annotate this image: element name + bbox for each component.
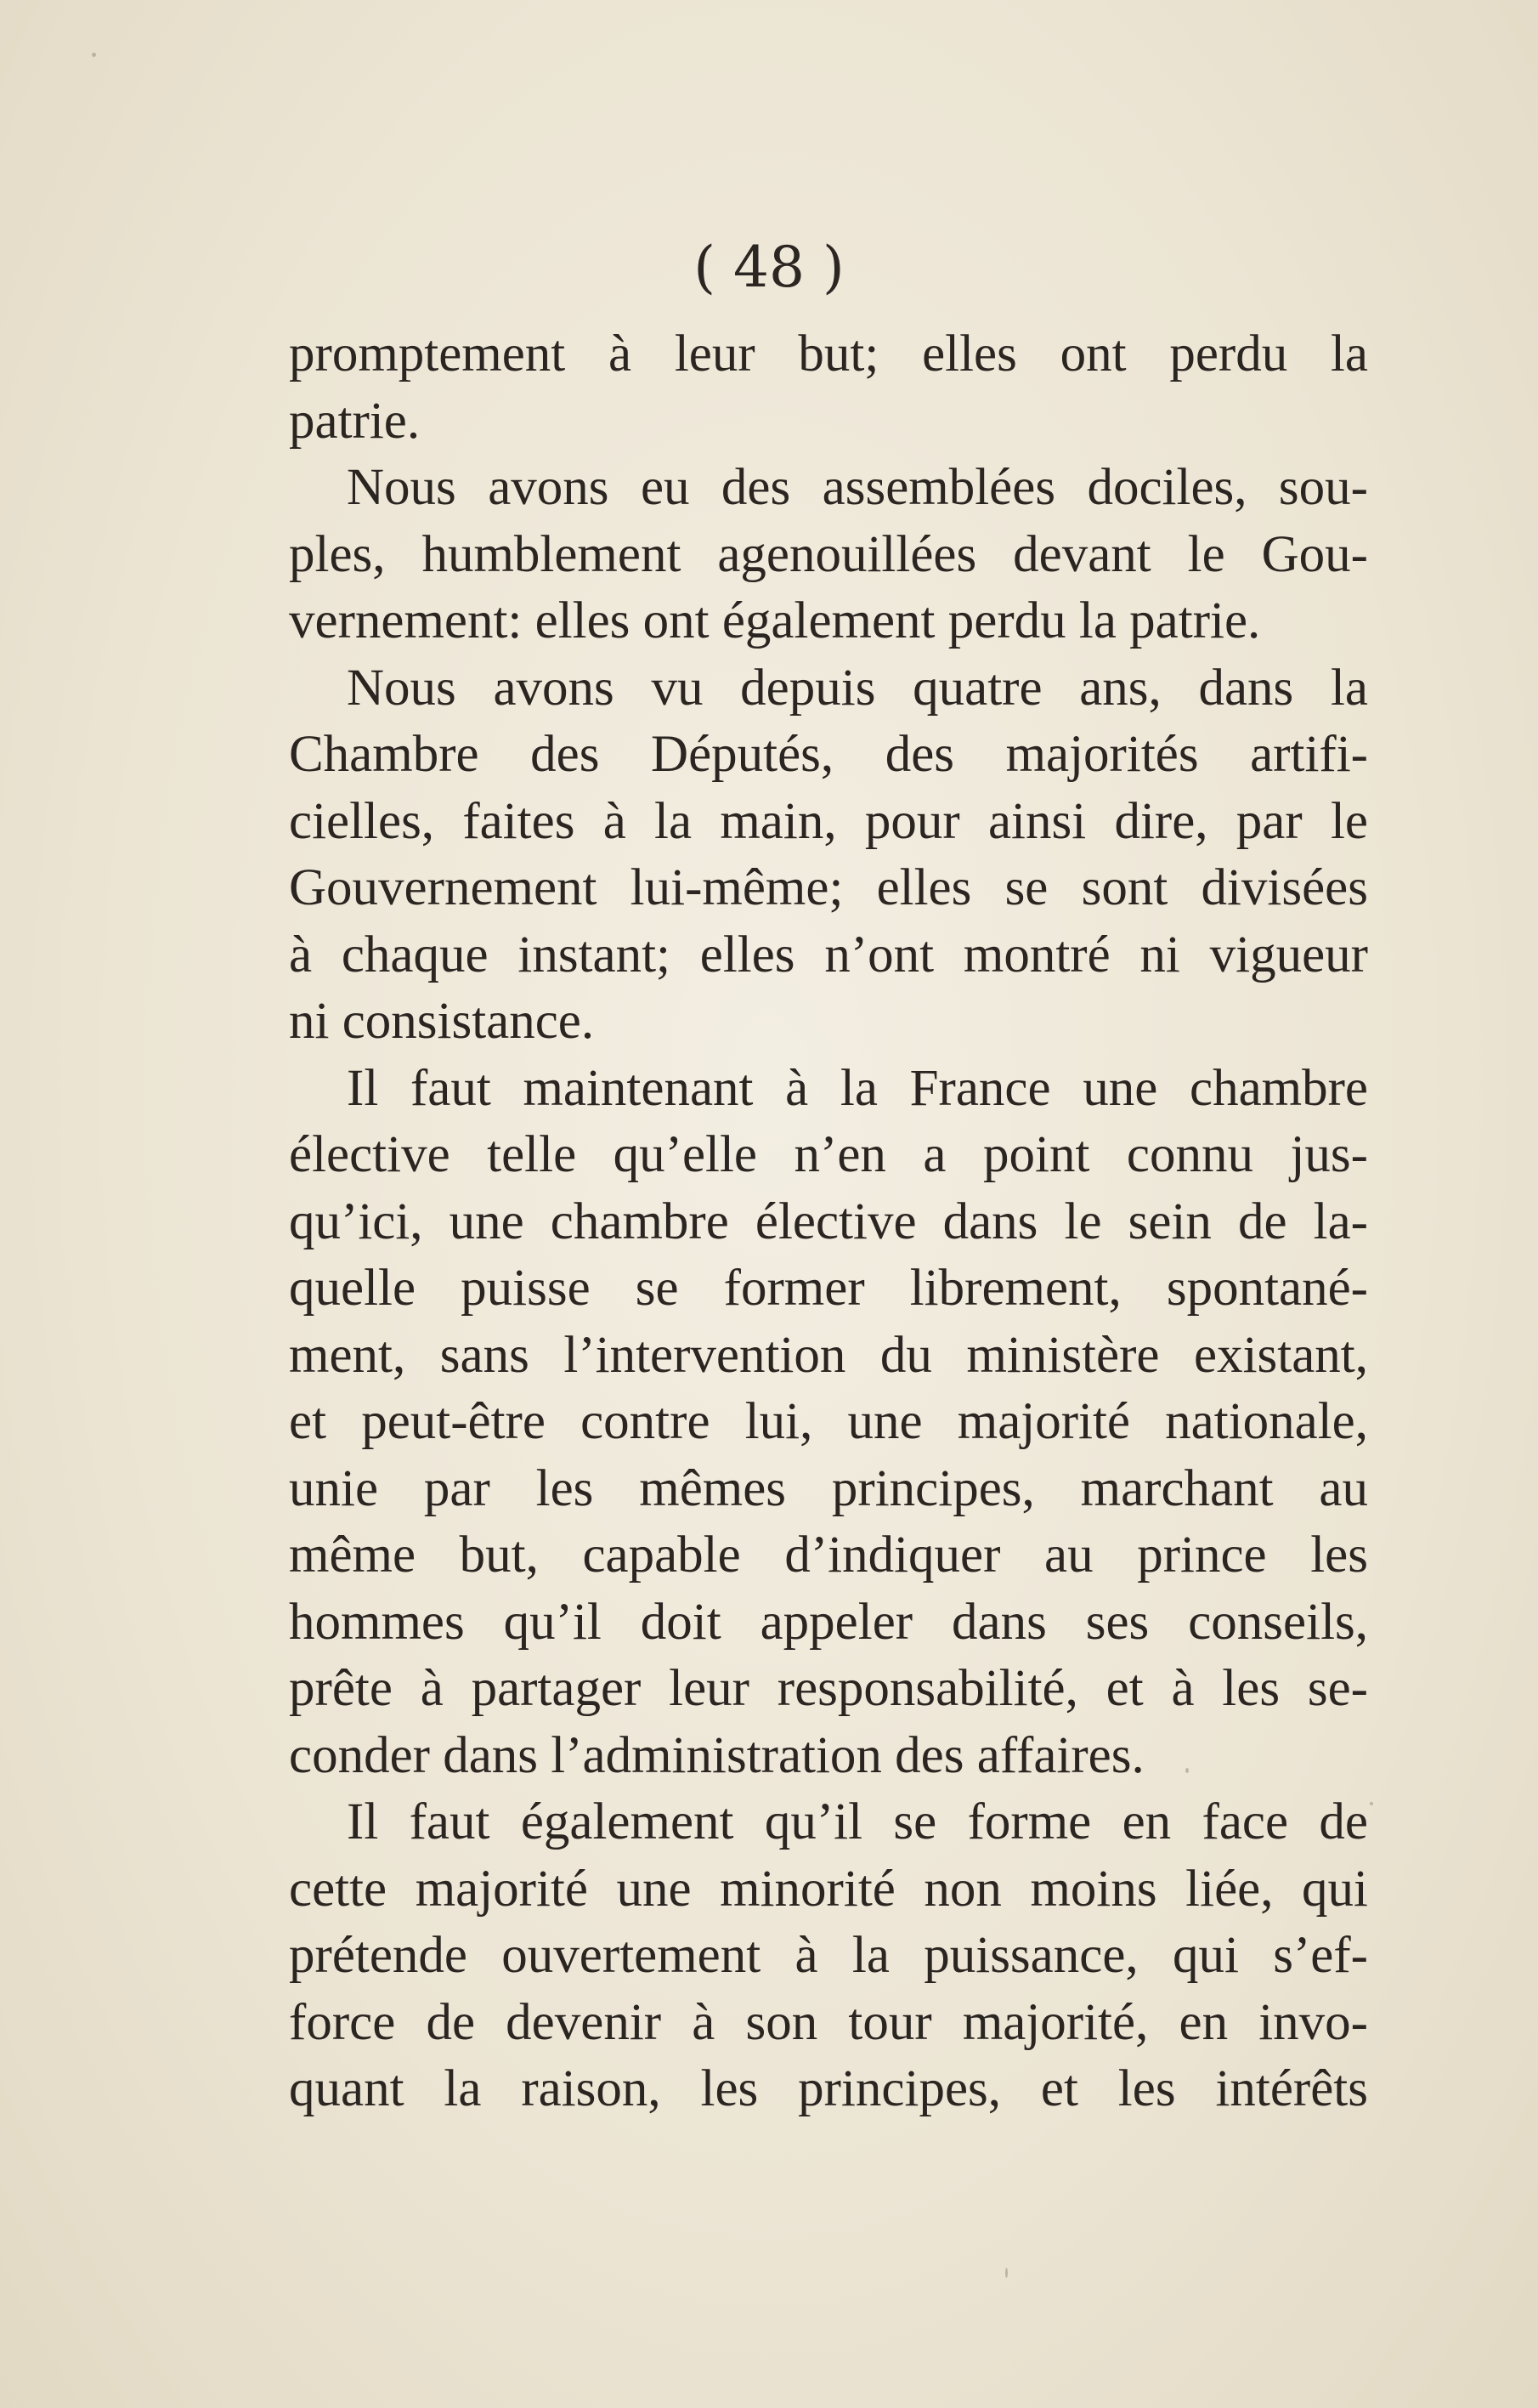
text-line: promptement à leur but; elles ont perdu la [289, 326, 1368, 382]
text-line: Il faut également qu’il se forme en face de [347, 1793, 1368, 1850]
text-line: vernement: elles ont également perdu la patrie. [289, 592, 1261, 649]
text-line: Nous avons vu depuis quatre ans, dans la [347, 659, 1368, 717]
text-line: unie par les mêmes principes, marchant au [289, 1459, 1368, 1517]
text-line: quant la raison, les principes, et les intérêts [289, 2060, 1368, 2117]
text-line: Il faut maintenant à la France une chambre [347, 1059, 1368, 1117]
text-line: conder dans l’administration des affaires. [289, 1726, 1145, 1784]
text-line: et peut-être contre lui, une majorité nationale, [289, 1393, 1368, 1450]
text-line: même but, capable d’indiquer au prince les [289, 1527, 1368, 1584]
text-line: ni consistance. [289, 993, 595, 1050]
text-line: élective telle qu’elle n’en a point connu jus- [289, 1126, 1368, 1183]
page-number: ( 48 ) [693, 235, 845, 300]
text-line: ment, sans l’intervention du ministère existant, [289, 1326, 1368, 1384]
body-text [289, 321, 1368, 2123]
text-line: cielles, faites à la main, pour ainsi dire, par le [289, 792, 1368, 850]
text-line: Nous avons eu des assemblées dociles, sou- [347, 459, 1368, 516]
text-line: quelle puisse se former librement, spontané- [289, 1260, 1368, 1317]
text-line: à chaque instant; elles n’ont montré ni vigueur [289, 926, 1368, 983]
paper-speck [92, 53, 96, 57]
text-line: Gouvernement lui-même; elles se sont divisées [289, 859, 1368, 916]
text-line: hommes qu’il doit appeler dans ses conseils, [289, 1593, 1368, 1651]
paper-speck [1370, 1802, 1373, 1805]
text-line: prête à partager leur responsabilité, et à les se- [289, 1660, 1368, 1717]
paper-speck [1005, 2268, 1008, 2278]
text-line: patrie. [289, 392, 421, 450]
text-line: cette majorité une minorité non moins liée, qui [289, 1860, 1368, 1918]
text-line: qu’ici, une chambre élective dans le sein de la- [289, 1193, 1368, 1250]
text-line: ples, humblement agenouillées devant le Gou- [289, 525, 1368, 583]
text-line: prétende ouvertement à la puissance, qui s’ef- [289, 1927, 1368, 1984]
text-line: Chambre des Députés, des majorités artifi- [289, 726, 1368, 783]
text-line: force de devenir à son tour majorité, en invo- [289, 1993, 1368, 2051]
